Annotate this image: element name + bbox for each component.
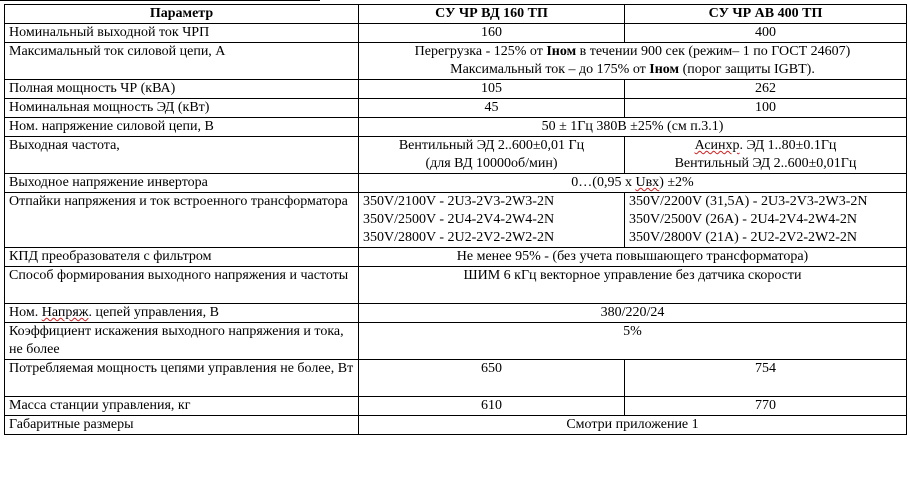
text-line: Вентильный ЭД 2..600±0,01Гц [674,156,857,171]
row-label: Полная мощность ЧР (кВА) [5,80,359,99]
text-line: 350V/2500V - 2U4-2V4-2W4-2N [363,212,555,227]
row-label: Выходная частота, [5,137,359,174]
row-label: Потребляемая мощность цепями управления не более, Вт [5,360,359,397]
table-row [5,248,907,267]
row-label: Коэффициент искажения выходного напряжения и тока, не более [5,323,359,360]
cell-value: 650 [359,360,625,397]
text: Перегрузка - 125% от [414,44,547,59]
max-current-line2 [363,61,902,79]
row-label: Номинальная мощность ЭД (кВт) [5,99,359,118]
text: . ЭД 1..80±0.1Гц [739,138,837,153]
text-line: 350V/2500V (26A) - 2U4-2V4-2W4-2N [629,212,857,227]
table-row [5,267,907,304]
table-row [5,99,907,118]
row-label: Отпайки напряжения и ток встроенного трансформатора [5,193,359,248]
text: Ном. [9,305,42,320]
text: (порог защиты IGBT). [679,62,815,77]
cell-value: 754 [625,360,907,397]
cell-value [359,174,907,193]
header-param: Параметр [5,5,359,24]
table-row [5,43,907,80]
cell-value [625,137,907,174]
cell-value: 45 [359,99,625,118]
text-line: 350V/2800V (21A) - 2U2-2V2-2W2-2N [629,230,857,245]
row-label: Максимальный ток силовой цепи, А [5,43,359,80]
cell-value: Не менее 95% - (без учета повышающего трансформатора) [359,248,907,267]
row-label: Выходное напряжение инвертора [5,174,359,193]
cell-value: ШИМ 6 кГц векторное управление без датчика скорости [359,267,907,304]
row-label [5,304,359,323]
cell-value: 400 [625,24,907,43]
row-label: Габаритные размеры [5,416,359,435]
header-col2: СУ ЧР АВ 400 ТП [625,5,907,24]
table-row [5,80,907,99]
cell-value: 770 [625,397,907,416]
row-label: Масса станции управления, кг [5,397,359,416]
row-label: Ном. напряжение силовой цепи, В [5,118,359,137]
text-bold: Iном [546,44,577,59]
text-bold: Iном [649,62,680,77]
row-label: Способ формирования выходного напряжения и частоты [5,267,359,304]
text-line [629,137,902,155]
text-line: (для ВД 10000об/мин) [425,156,558,171]
cell-value: 105 [359,80,625,99]
row-label: Номинальный выходной ток ЧРП [5,24,359,43]
table-row [5,323,907,360]
table-row [5,397,907,416]
cell-value: Смотри приложение 1 [359,416,907,435]
table-row [5,193,907,248]
cell-value: 160 [359,24,625,43]
text: 0…(0,95 х [571,175,636,190]
cell-value [625,193,907,248]
text-misspelled: Напряж [41,305,89,320]
max-current-line1 [363,43,902,61]
text-misspelled: Uвх [635,175,660,190]
table-row [5,137,907,174]
header-col1: СУ ЧР ВД 160 ТП [359,5,625,24]
cell-value: 50 ± 1Гц 380В ±25% (см п.3.1) [359,118,907,137]
table-row [5,304,907,323]
cell-value [359,193,625,248]
table-row [5,360,907,397]
text-misspelled: Асинхр [694,138,740,153]
table-row [5,118,907,137]
text-line: 350V/2800V - 2U2-2V2-2W2-2N [363,230,555,245]
table-row [5,24,907,43]
cell-value: 100 [625,99,907,118]
text-line: 350V/2100V - 2U3-2V3-2W3-2N [363,194,555,209]
text-line: 350V/2200V (31,5A) - 2U3-2V3-2W3-2N [629,194,868,209]
text: . цепей управления, В [88,305,219,320]
text: в течении 900 сек (режим– 1 по ГОСТ 24607) [576,44,851,59]
parameters-table [4,4,907,435]
cell-value: 380/220/24 [359,304,907,323]
row-label: КПД преобразователя с фильтром [5,248,359,267]
table-row [5,416,907,435]
text: ) ±2% [659,175,694,190]
page-top-rule [0,0,320,3]
text: Максимальный ток – до 175% от [450,62,650,77]
table-header-row [5,5,907,24]
cell-value: 5% [359,323,907,360]
cell-value: 262 [625,80,907,99]
cell-value: 610 [359,397,625,416]
table-row [5,174,907,193]
cell-value [359,43,907,80]
cell-value [359,137,625,174]
text-line: Вентильный ЭД 2..600±0,01 Гц [398,138,585,153]
